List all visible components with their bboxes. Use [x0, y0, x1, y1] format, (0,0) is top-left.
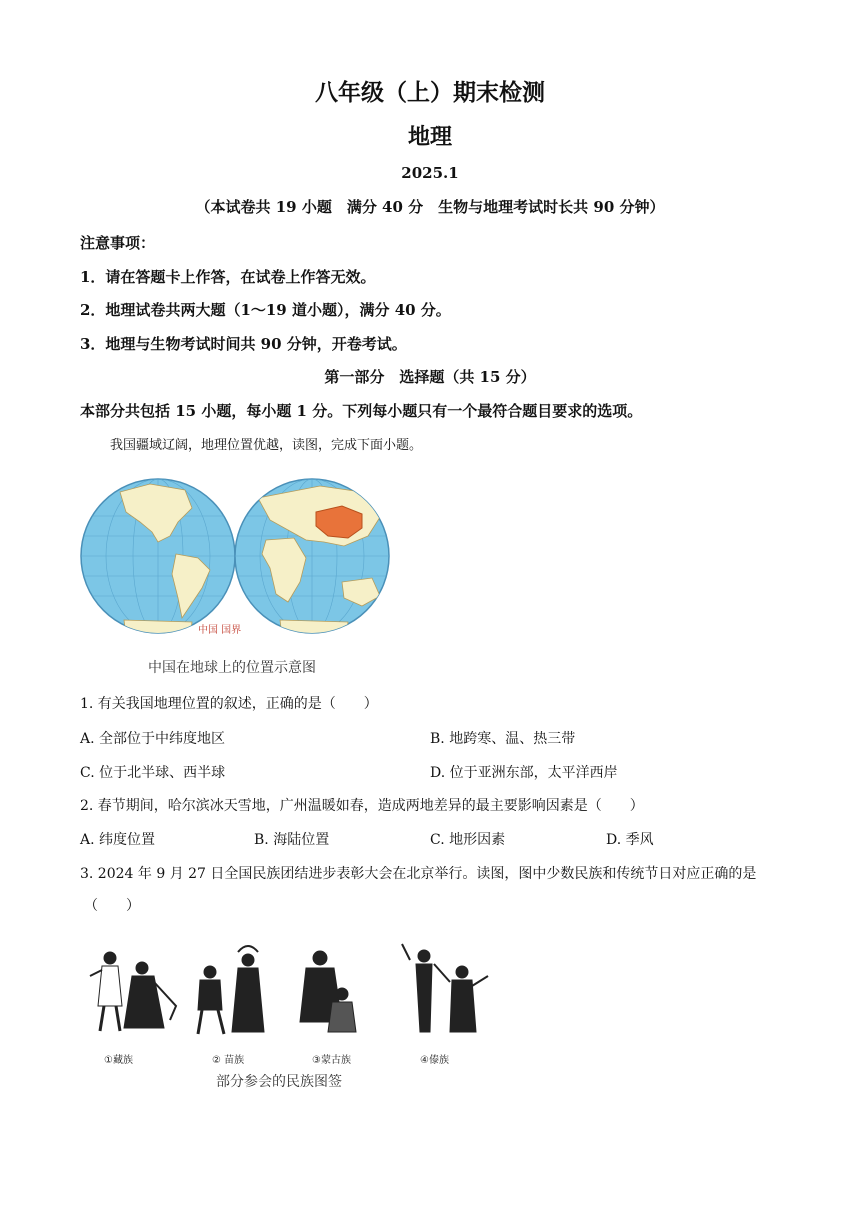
- ethnic-label: ③蒙古族: [312, 1055, 351, 1066]
- option: C. 地形因素: [430, 832, 506, 848]
- question-intro: 我国疆域辽阔，地理位置优越，读图，完成下面小题。: [110, 438, 423, 453]
- mongolian-dancers-illustration: [300, 951, 356, 1032]
- world-map-figure: [80, 470, 392, 642]
- part1-instruction: 本部分共包括 15 小题，每小题 1 分。下列每小题只有一个最符合题目要求的选项。: [80, 402, 643, 420]
- eastern-hemisphere: [230, 470, 392, 642]
- exam-date: 2025.1: [401, 164, 459, 182]
- exam-title: 八年级（上）期末检测: [315, 79, 545, 106]
- map-legend: 中国 国界: [198, 625, 242, 636]
- western-hemisphere: [80, 470, 240, 642]
- question-stem: 3. 2024 年 9 月 27 日全国民族团结进步表彰大会在北京举行。读图，图中少数民族和传统节日对应正确的是: [80, 866, 757, 882]
- notice-item: 2．地理试卷共两大题（1～19 道小题），满分 40 分。: [80, 301, 451, 319]
- subject-title: 地理: [407, 124, 452, 150]
- ethnic-label: ④傣族: [420, 1055, 449, 1066]
- option: D. 季风: [606, 832, 654, 848]
- miao-dancers-illustration: [198, 946, 264, 1034]
- question-stem: 1. 有关我国地理位置的叙述，正确的是（ ）: [80, 696, 378, 712]
- ethnic-label: ② 苗族: [212, 1055, 245, 1066]
- exam-info: （本试卷共 19 小题 满分 40 分 生物与地理考试时长共 90 分钟）: [195, 198, 665, 216]
- option: D. 位于亚洲东部，太平洋西岸: [430, 765, 618, 781]
- option: C. 位于北半球、西半球: [80, 765, 226, 781]
- option: B. 地跨寒、温、热三带: [430, 731, 576, 747]
- notice-item: 3．地理与生物考试时间共 90 分钟，开卷考试。: [80, 335, 407, 353]
- map-caption: 中国在地球上的位置示意图: [148, 660, 316, 676]
- option: A. 全部位于中纬度地区: [80, 731, 226, 747]
- notice-item: 1．请在答题卡上作答，在试卷上作答无效。: [80, 268, 376, 286]
- question-stem-continuation: （ ）: [84, 898, 140, 914]
- ethnic-groups-figure: [80, 936, 500, 1046]
- dai-dancers-illustration: [402, 944, 488, 1032]
- option: A. 纬度位置: [80, 832, 156, 848]
- ethnic-label: ①藏族: [104, 1055, 133, 1066]
- notice-heading: 注意事项：: [80, 234, 156, 252]
- part1-title: 第一部分 选择题（共 15 分）: [324, 368, 536, 386]
- tibetan-dancers-illustration: [90, 952, 176, 1031]
- ethnic-figure-caption: 部分参会的民族图签: [216, 1074, 342, 1090]
- question-stem: 2. 春节期间，哈尔滨冰天雪地，广州温暖如春，造成两地差异的最主要影响因素是（ ）: [80, 798, 644, 814]
- option: B. 海陆位置: [254, 832, 330, 848]
